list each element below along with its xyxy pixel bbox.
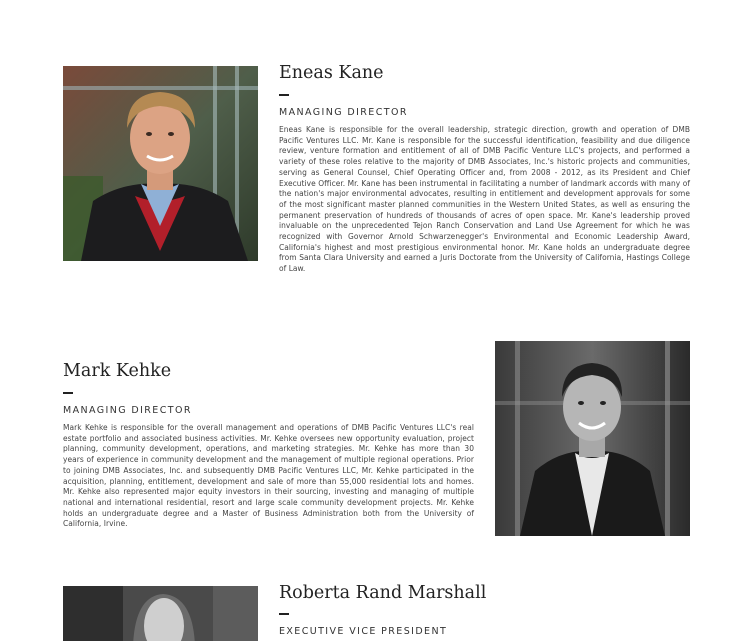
person-name: Eneas Kane (279, 63, 384, 83)
portrait-image-roberta-rand-marshall (63, 586, 258, 641)
person-name: Roberta Rand Marshall (279, 583, 487, 603)
person-bio: Mark Kehke is responsible for the overall management and operations of DMB Pacific Ventures LLC's real estate portfolio and associated business activities. Mr. Kehke oversees new opportunity evaluation, project planning, community development, operations, and marketing strategies. Mr. Kehke has more than 30 years of experience in community development and the management of multiple regional operations. Prior to joining DMB Associates, Inc. and subsequently DMB Pacific Ventures LLC, Mr. Kehke participated in the acquisition, planning, entitlement, development and sale of more than 55,000 residential lots and homes. Mr. Kehke also represented major equity investors in their sourcing, investing and managing of multiple national and international residential, resort and large scale community development projects. Mr. Kehke holds an undergraduate degree and a Master of Business Administration both from the University of California, Irvine. (63, 422, 474, 529)
person-bio: Eneas Kane is responsible for the overall leadership, strategic direction, growth and operation of DMB Pacific Ventures LLC. Mr. Kane is responsible for the successful identification, feasibility and due diligence review, venture formation and entitlement of all of DMB Pacific Venture LLC's projects, and performed a variety of these roles relative to the majority of DMB Associates, Inc.'s historic projects and communities, serving as General Counsel, Chief Operating Officer and, from 2008 - 2012, as its President and Chief Executive Officer. Mr. Kane has been instrumental in facilitating a number of landmark accords with many of the nation's major environmental advocates, resulting in entitlement and development approvals for some of the most significant master planned communities in the Western United States, as well as ensuring the permanent preservation of hundreds of thousands of acres of open space. Mr. Kane's leadership proved invaluable on the unprecedented Tejon Ranch Conservation and Land Use Agreement for which he was recognized with Governor Arnold Schwarzenegger's Environmental and Economic Leadership Award, California's highest and most prestigious environmental honor. Mr. Kane holds an undergraduate degree from Santa Clara University and earned a Juris Doctorate from the University of California, Hastings College of Law. (279, 124, 690, 274)
person-title: EXECUTIVE VICE PRESIDENT (279, 626, 448, 637)
divider (63, 392, 73, 394)
portrait-image-mark-kehke (495, 341, 690, 536)
person-title: MANAGING DIRECTOR (63, 405, 192, 416)
portrait-photo (495, 341, 690, 536)
person-title: MANAGING DIRECTOR (279, 107, 408, 118)
portrait-photo (63, 586, 258, 641)
portrait-image-eneas-kane (63, 66, 258, 261)
portrait-photo (63, 66, 258, 261)
divider (279, 94, 289, 96)
person-name: Mark Kehke (63, 361, 172, 381)
divider (279, 613, 289, 615)
